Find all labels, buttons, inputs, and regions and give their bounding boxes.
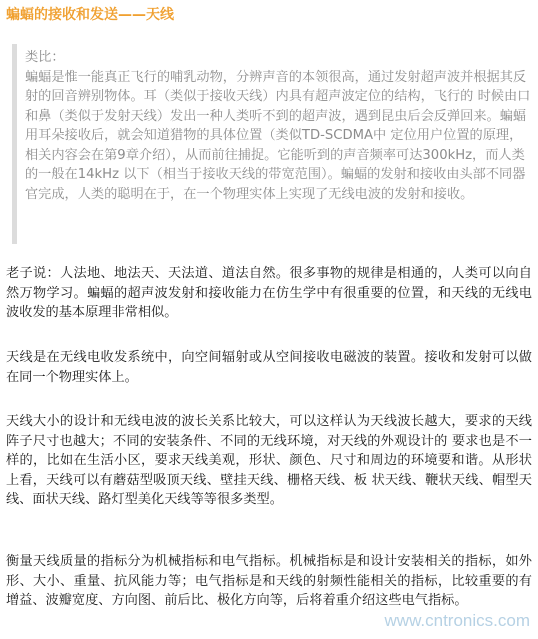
article-title: 蝙蝠的接收和发送——天线 — [6, 7, 174, 23]
paragraph-laozi: 老子说：人法地、地法天、天法道、道法自然。很多事物的规律是相通的，人类可以向自然万物学习。蝙蝠的超声波发射和接收能力在仿生学中有很重要的位置，和天线的无线电波收发的基本原理非常相似。 — [6, 266, 532, 320]
paragraph-antenna-design: 天线大小的设计和无线电波的波长关系比较大，可以这样认为天线波长越大，要求的天线阵子尺寸也越大；不同的安装条件、不同的无线环境，对天线的外观设计的 要求也是不一样的，比如在生活小区，要求天线美观，形状、颜色、尺寸和周边的环境要和谐。从形状上看，天线可以有蘑菇型吸顶天线、壁挂天线、栅格天线、板 状天线、鞭状天线、帽型天线、面状天线、路灯型美化天线等等很多类型。 — [6, 414, 532, 507]
quote-text: 蝙蝠是惟一能真正飞行的哺乳动物，分辨声音的本领很高，通过发射超声波并根据其反射的回音辨别物体。耳（类似于接收天线）内具有超声波定位的结构，飞行的 时候由口和鼻（类似于发射天线）发出一种人类听不到的超声波，遇到昆虫后会反弹回来。蝙蝠用耳朵接收后，就会知道猎物的具体位置（类似TD-SCDMA中 定位用户位置的原理，相关内容会在第9章介绍），从而前往捕捉。它能听到的声音频率可达300kHz，而人类的一般在14kHz 以下（相当于接收天线的带宽范围）。蝙蝠的发射和接收由头部不同器官完成，人类的聪明在于，在一个物理实体上实现了无线电波的发射和接收。 — [25, 69, 531, 202]
site-watermark: www.cntronics.com — [384, 611, 530, 630]
quote-label: 类比： — [25, 50, 65, 65]
analogy-quote-block — [12, 44, 532, 244]
paragraph-antenna-metrics: 衡量天线质量的指标分为机械指标和电气指标。机械指标是和设计安装相关的指标，如外形、大小、重量、抗风能力等；电气指标是和天线的射频性能相关的指标，比较重要的有增益、波瓣宽度、方向图、前后比、极化方向等，后将着重介绍这些电气指标。 — [6, 554, 532, 608]
paragraph-antenna-definition: 天线是在无线电收发系统中，向空间辐射或从空间接收电磁波的装置。接收和发射可以做在同一个物理实体上。 — [6, 350, 532, 385]
